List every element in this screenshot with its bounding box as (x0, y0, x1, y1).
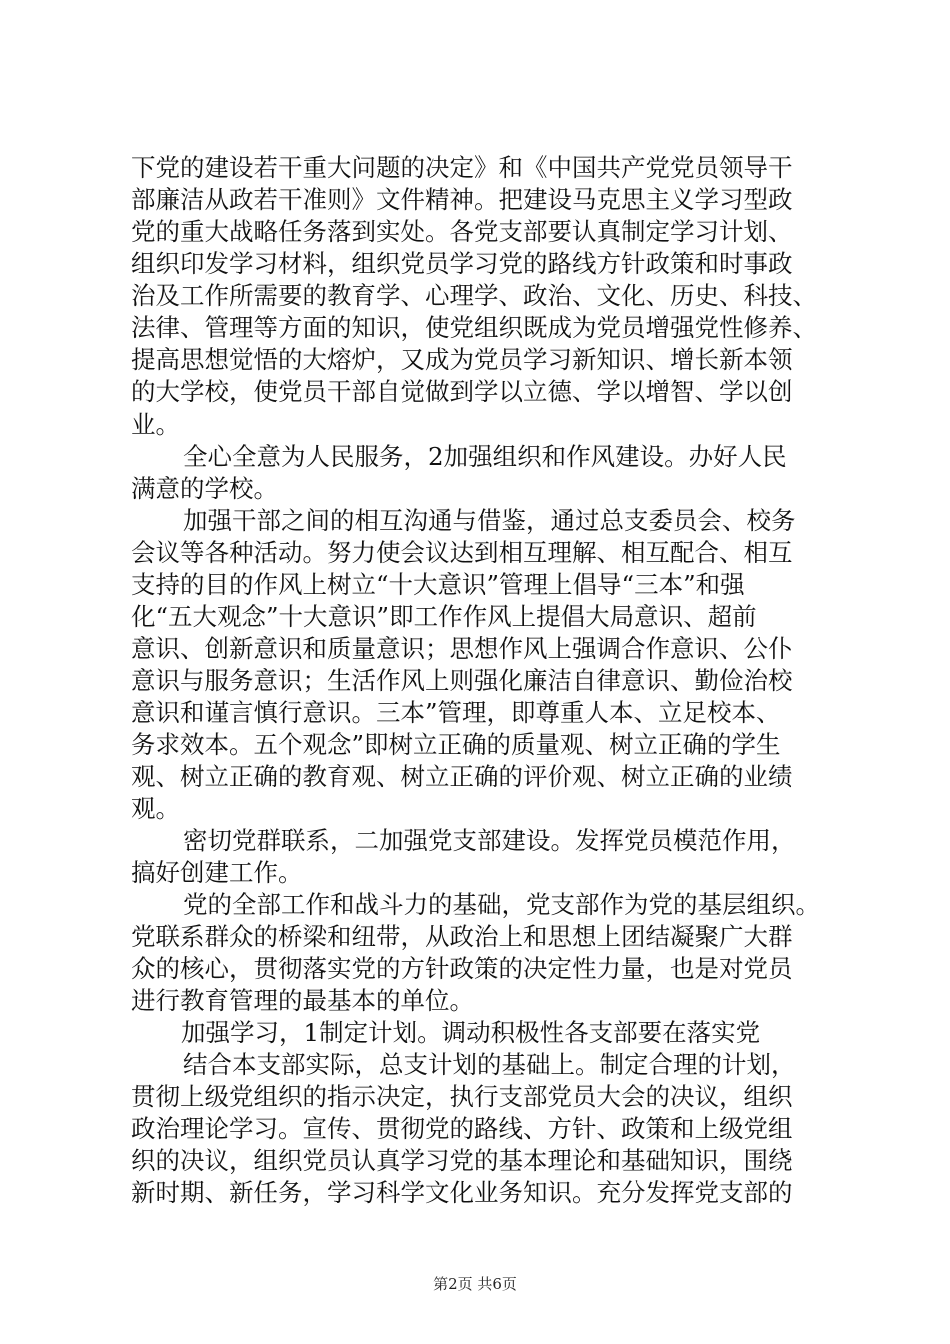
body-text-line: 新时期、新任务，学习科学文化业务知识。充分发挥党支部的 (131, 1178, 793, 1207)
body-text-line: 众的核心，贯彻落实党的方针政策的决定性力量，也是对党员 (131, 954, 793, 983)
body-text-line: 党联系群众的桥梁和纽带，从政治上和思想上团结凝聚广大群 (131, 922, 793, 951)
body-text-line: 贯彻上级党组织的指示决定，执行支部党员大会的决议，组织 (131, 1082, 793, 1111)
body-text-line: 政治理论学习。宣传、贯彻党的路线、方针、政策和上级党组 (131, 1114, 793, 1143)
body-text-line: 密切党群联系，二加强党支部建设。发挥党员模范作用， (183, 826, 796, 855)
body-text-line: 意识与服务意识；生活作风上则强化廉洁自律意识、勤俭治校 (131, 666, 793, 695)
body-text-line: 法律、管理等方面的知识，使党组织既成为党员增强党性修养、 (131, 313, 817, 342)
body-text-line: 提高思想觉悟的大熔炉，又成为党员学习新知识、增长新本领 (131, 345, 793, 374)
body-text-line: 意识、创新意识和质量意识；思想作风上强调合作意识、公仆 (131, 634, 793, 663)
body-text-line: 加强学习，1制定计划。调动积极性各支部要在落实党 (181, 1018, 761, 1047)
body-text-line: 观。 (131, 794, 180, 823)
body-text-line: 党的全部工作和战斗力的基础，党支部作为党的基层组织。 (183, 890, 820, 919)
body-text-line: 意识和谨言慎行意识。三本”管理，即尊重人本、立足校本、 (131, 698, 781, 727)
body-text-line: 部廉洁从政若干准则》文件精神。把建设马克思主义学习型政 (131, 185, 793, 214)
body-text-line: 支持的目的作风上树立“十大意识”管理上倡导“三本”和强 (131, 570, 745, 599)
body-text-line: 搞好创建工作。 (131, 858, 303, 887)
body-text-line: 下党的建设若干重大问题的决定》和《中国共产党党员领导干 (131, 153, 793, 182)
body-text-line: 加强干部之间的相互沟通与借鉴，通过总支委员会、校务 (183, 506, 796, 535)
body-text-line: 结合本支部实际，总支计划的基础上。制定合理的计划， (183, 1050, 796, 1079)
body-text-line: 务求效本。五个观念”即树立正确的质量观、树立正确的学生 (131, 730, 781, 759)
body-text-line: 治及工作所需要的教育学、心理学、政治、文化、历史、科技、 (131, 281, 817, 310)
document-page (131, 0, 831, 1344)
body-text-line: 观、树立正确的教育观、树立正确的评价观、树立正确的业绩 (131, 762, 793, 791)
body-text-line: 织的决议，组织党员认真学习党的基本理论和基础知识，围绕 (131, 1146, 793, 1175)
page-number-footer: 第2页 共6页 (433, 1275, 517, 1293)
body-text-line: 化“五大观念”十大意识”即工作作风上提倡大局意识、超前 (131, 602, 757, 631)
body-text-line: 党的重大战略任务落到实处。各党支部要认真制定学习计划、 (131, 217, 793, 246)
body-text-line: 组织印发学习材料，组织党员学习党的路线方针政策和时事政 (131, 249, 793, 278)
body-text-line: 全心全意为人民服务，2加强组织和作风建设。办好人民 (183, 442, 787, 471)
body-text-line: 的大学校，使党员干部自觉做到学以立德、学以增智、学以创 (131, 377, 793, 406)
body-text-line: 满意的学校。 (131, 474, 278, 503)
body-text-line: 进行教育管理的最基本的单位。 (131, 986, 474, 1015)
body-text-line: 会议等各种活动。努力使会议达到相互理解、相互配合、相互 (131, 538, 793, 567)
body-text-line: 业。 (131, 410, 180, 439)
